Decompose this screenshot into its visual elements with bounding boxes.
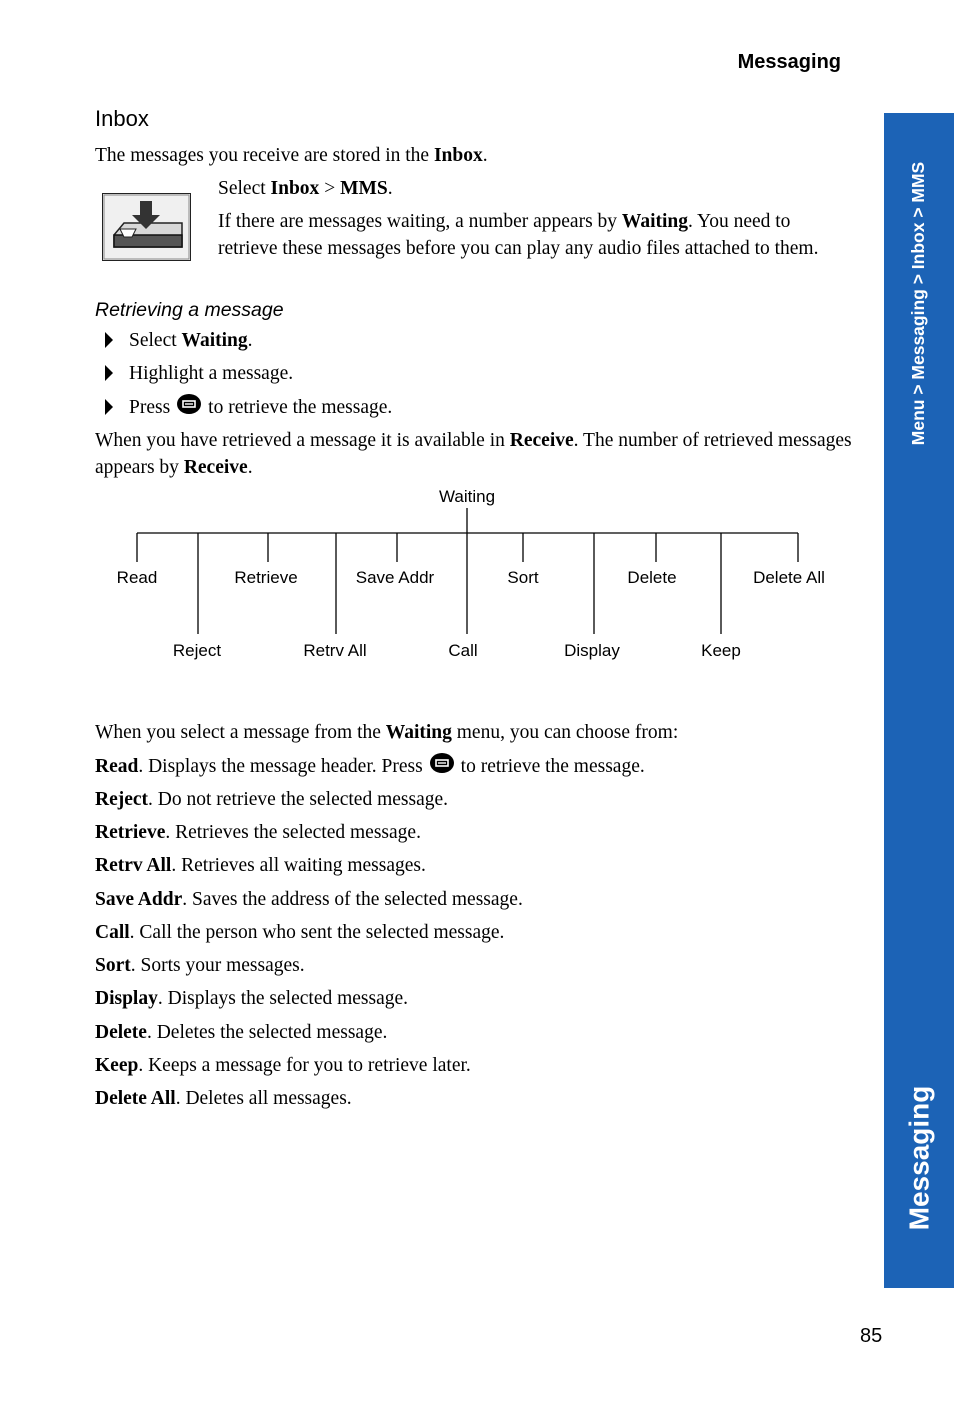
option-desc: . Sorts your messages.: [130, 955, 305, 976]
option-term: Keep: [95, 1055, 139, 1076]
intro-text: The messages you receive are stored in the: [95, 145, 434, 166]
step-prefix: Press: [129, 397, 171, 418]
received-p3: .: [247, 457, 253, 478]
diagram-item-delete-all: Delete All: [753, 568, 825, 587]
waiting-bold: Waiting: [621, 211, 689, 232]
received-b1: Receive: [509, 430, 574, 451]
option-delete-all: [95, 1085, 352, 1112]
option-retrv-all: [95, 852, 426, 879]
option-term: Sort: [95, 955, 131, 976]
diagram-item-save-addr: Save Addr: [355, 568, 435, 587]
side-section-text: Messaging: [903, 1085, 935, 1231]
option-delete: [95, 1019, 387, 1046]
option-desc: . Do not retrieve the selected message.: [148, 789, 449, 810]
bullet-arrow-icon: [105, 332, 113, 348]
option-desc: . Deletes all messages.: [175, 1088, 352, 1109]
option-term: Call: [95, 922, 130, 943]
diagram-item-reject: Reject: [172, 641, 222, 660]
step-prefix: Select: [129, 330, 182, 351]
page-number: 85: [860, 1325, 883, 1347]
diagram-item-display: Display: [564, 641, 620, 660]
option-retrieve: [95, 819, 421, 846]
select-inbox-mms: [218, 175, 393, 202]
received-b2: Receive: [183, 457, 248, 478]
select-end: .: [387, 178, 393, 199]
step-2: [105, 360, 293, 387]
waiting-suffix: . You need to retrieve these messages before you can play any audio files attached to them.: [218, 211, 819, 259]
waiting-prefix: If there are messages waiting, a number appears by: [218, 211, 622, 232]
option-term: Delete: [95, 1022, 147, 1043]
diagram-item-sort: Sort: [507, 568, 539, 587]
step-1: [105, 327, 253, 354]
received-p2: . The number of retrieved messages appears by: [95, 430, 852, 478]
side-breadcrumb: [884, 113, 954, 493]
subheading: Retrieving a message: [95, 299, 284, 321]
bullet-arrow-icon: [105, 399, 113, 415]
option-term: Retrv All: [95, 855, 172, 876]
menu-tree-diagram: [95, 480, 855, 680]
option-save-addr: [95, 886, 523, 913]
choose-prefix: When you select a message from the: [95, 722, 386, 743]
option-desc: . Saves the address of the selected message.: [182, 889, 523, 910]
option-term: Read: [95, 756, 139, 777]
diagram-item-call: Call: [448, 641, 478, 660]
select-mms: MMS: [340, 178, 388, 199]
diagram-item-keep: Keep: [701, 641, 741, 660]
step-3: [105, 393, 392, 423]
intro-paragraph: [95, 142, 488, 169]
running-header: Messaging: [737, 51, 841, 73]
step-prefix: Highlight a message.: [129, 363, 294, 384]
step-suffix: .: [247, 330, 253, 351]
side-tab: [884, 113, 954, 1288]
inbox-download-icon: [102, 193, 191, 261]
option-term: Reject: [95, 789, 149, 810]
option-sort: [95, 952, 305, 979]
select-key-icon: [429, 752, 455, 782]
option-term: Retrieve: [95, 822, 166, 843]
diagram-item-retrv-all: Retrv All: [303, 641, 367, 660]
intro-bold: Inbox: [433, 145, 483, 166]
received-paragraph: [95, 427, 855, 481]
option-keep: [95, 1052, 471, 1079]
side-section-label: [884, 1058, 954, 1258]
received-p1: When you have retrieved a message it is available in: [95, 430, 510, 451]
choose-intro: [95, 719, 678, 746]
option-term: Display: [95, 988, 158, 1009]
diagram-item-read: Read: [116, 568, 158, 587]
option-desc-2: to retrieve the message.: [460, 756, 645, 777]
diagram-item-retrieve: Retrieve: [234, 568, 298, 587]
select-separator: >: [319, 178, 341, 199]
diagram-item-delete: Delete: [627, 568, 677, 587]
option-desc: . Retrieves the selected message.: [165, 822, 421, 843]
select-inbox: Inbox: [270, 178, 320, 199]
option-desc: . Deletes the selected message.: [146, 1022, 388, 1043]
option-desc: . Displays the message header. Press: [138, 756, 423, 777]
step-suffix: to retrieve the message.: [208, 397, 393, 418]
option-desc: . Displays the selected message.: [157, 988, 409, 1009]
option-term: Delete All: [95, 1088, 176, 1109]
option-read: [95, 752, 645, 782]
step-bold: Waiting: [181, 330, 248, 351]
select-key-icon: [176, 393, 202, 423]
side-breadcrumb-text: Menu > Messaging > Inbox > MMS: [908, 161, 929, 445]
section-title: Inbox: [95, 106, 149, 131]
choose-suffix: menu, you can choose from:: [451, 722, 679, 743]
option-desc: . Call the person who sent the selected message.: [129, 922, 505, 943]
intro-end: .: [482, 145, 488, 166]
option-display: [95, 985, 408, 1012]
choose-bold: Waiting: [385, 722, 452, 743]
option-desc: . Retrieves all waiting messages.: [171, 855, 426, 876]
option-term: Save Addr: [95, 889, 183, 910]
diagram-root: Waiting: [438, 487, 496, 506]
bullet-arrow-icon: [105, 365, 113, 381]
waiting-paragraph: [218, 208, 843, 262]
select-prefix: Select: [218, 178, 271, 199]
option-reject: [95, 786, 448, 813]
option-call: [95, 919, 504, 946]
option-desc: . Keeps a message for you to retrieve later.: [138, 1055, 471, 1076]
